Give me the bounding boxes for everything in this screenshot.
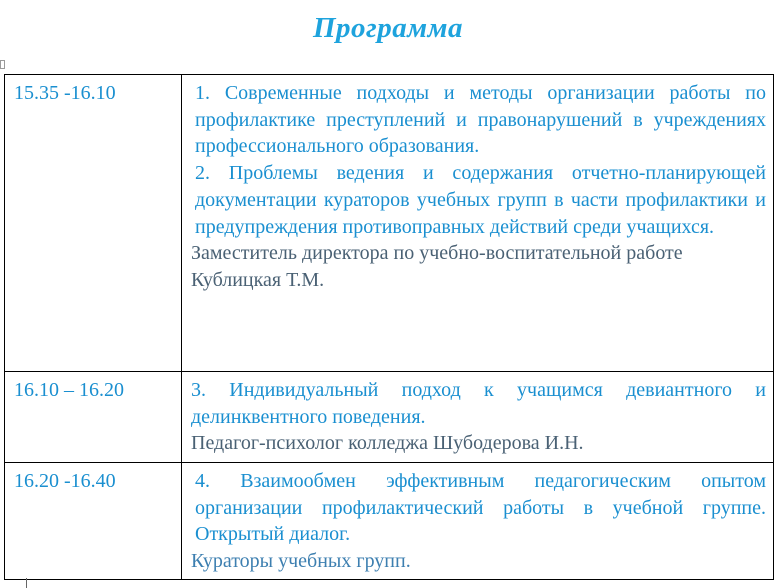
content-cell xyxy=(182,75,774,372)
program-table xyxy=(4,74,774,580)
cursor-mark xyxy=(26,578,27,588)
page-title: Программа xyxy=(313,12,463,44)
time-cell: 16.20 -16.40 xyxy=(5,463,182,580)
table-row xyxy=(5,463,774,580)
agenda-item: 4. Взаимообмен эффективным педагогическим опытом организации профилактический работы в учебной группе. Открытый диалог. xyxy=(195,470,766,546)
time-cell: 16.10 – 16.20 xyxy=(5,372,182,463)
agenda-item: 2. Проблемы ведения и содержания отчетно-планирующей документации кураторов учебных групп в части профилактики и предупреждения противоправных действий среди учащихся. xyxy=(195,162,766,238)
table-anchor-handle[interactable] xyxy=(0,60,5,69)
content-cell xyxy=(182,463,774,580)
speaker-name: Кублицкая Т.М. xyxy=(191,268,325,291)
time-cell: 15.35 -16.10 xyxy=(5,75,182,372)
table-row xyxy=(5,75,774,372)
agenda-item: 1. Современные подходы и методы организации работы по профилактике преступлений и правонарушений в учреждениях профессионального образования. xyxy=(195,82,766,158)
content-cell xyxy=(182,372,774,463)
table-row xyxy=(5,372,774,463)
speaker: Педагог-психолог колледжа Шубодерова И.Н. xyxy=(191,432,584,455)
speaker: Кураторы учебных групп. xyxy=(191,550,411,573)
speaker-role: Заместитель директора по учебно-воспитательной работе xyxy=(191,242,683,265)
agenda-item: 3. Индивидуальный подход к учащимся девиантного и делинквентного поведения. xyxy=(191,379,766,428)
